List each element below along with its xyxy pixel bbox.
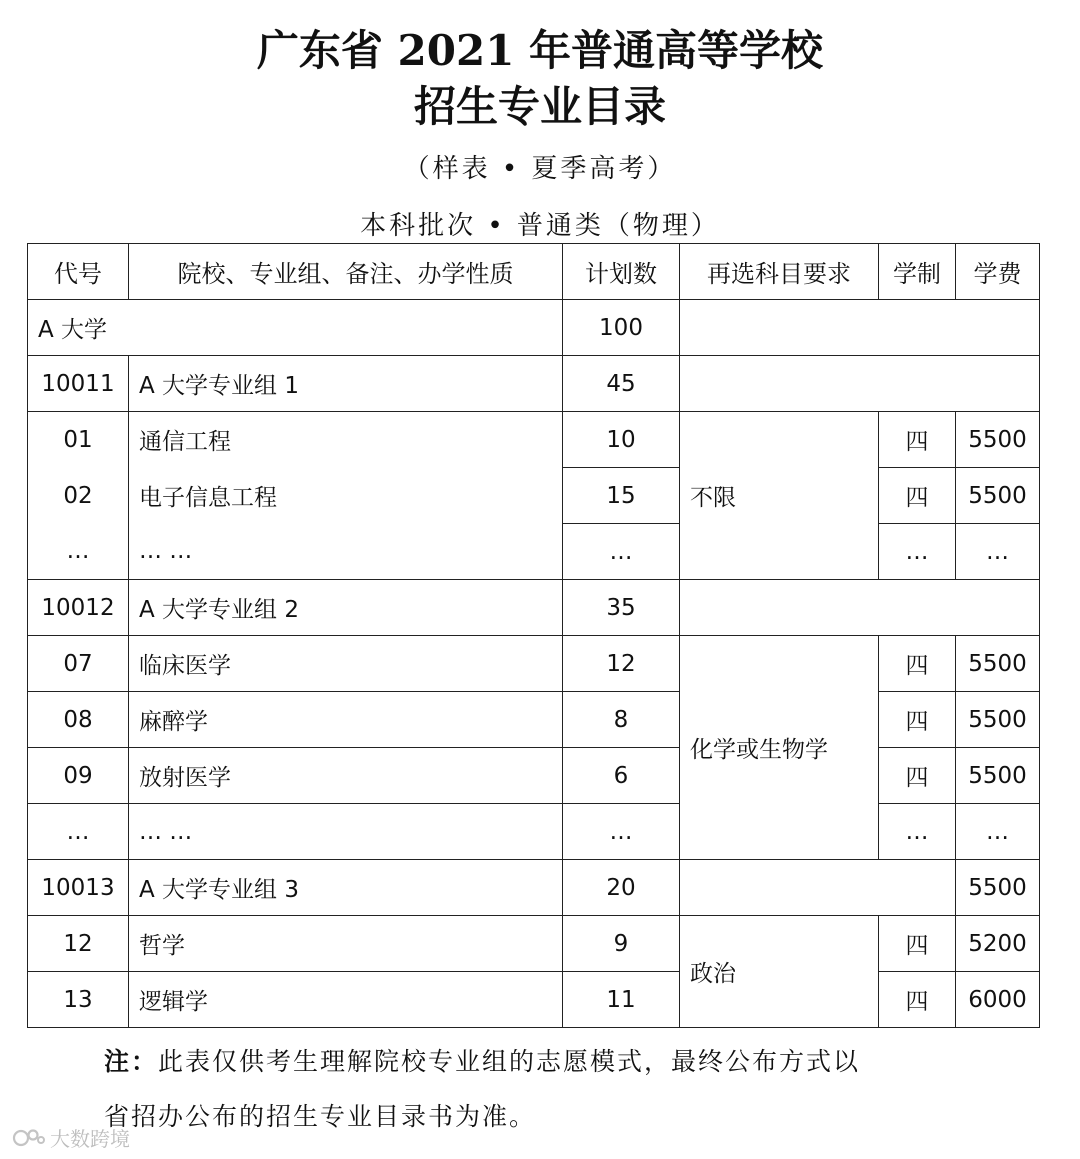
- major-name: 临床医学: [129, 636, 563, 692]
- header-fee: 学费: [956, 244, 1040, 300]
- major-code: 01: [28, 412, 129, 468]
- table-row: [28, 804, 1040, 860]
- major-fee: 5500: [956, 468, 1040, 524]
- major-years: …: [879, 524, 956, 580]
- major-plan: 15: [563, 468, 680, 524]
- major-years: 四: [879, 748, 956, 804]
- major-years: 四: [879, 636, 956, 692]
- major-plan: 9: [563, 916, 680, 972]
- empty-cell: [680, 860, 956, 916]
- header-plan: 计划数: [563, 244, 680, 300]
- major-plan: 12: [563, 636, 680, 692]
- major-fee: 5500: [956, 412, 1040, 468]
- table-header-row: [28, 244, 1040, 300]
- major-name: … …: [129, 804, 563, 860]
- page-title-line2: 招生专业目录: [413, 82, 666, 131]
- major-plan: …: [563, 524, 680, 580]
- major-code: 07: [28, 636, 129, 692]
- header-requirement: 再选科目要求: [680, 244, 879, 300]
- requirement: 政治: [680, 916, 879, 1028]
- watermark-text: 大数跨境: [50, 1127, 130, 1151]
- logo-icon: [12, 1126, 46, 1150]
- major-catalog-table: [27, 243, 1040, 1028]
- requirement: 不限: [680, 412, 879, 580]
- major-years: 四: [879, 468, 956, 524]
- table-row-school: [28, 300, 1040, 356]
- empty-cell: [680, 300, 1040, 356]
- major-code: …: [28, 804, 129, 860]
- major-code: 12: [28, 916, 129, 972]
- group-plan: 45: [563, 356, 680, 412]
- note-label: 注：: [104, 1047, 159, 1076]
- table-row: [28, 636, 1040, 692]
- major-fee: …: [956, 524, 1040, 580]
- note-line2: 省招办公布的招生专业目录书为准。: [104, 1102, 537, 1131]
- group-fee: 5500: [956, 860, 1040, 916]
- school-plan: 100: [563, 300, 680, 356]
- watermark: [12, 1123, 130, 1152]
- table-row: [28, 468, 1040, 524]
- major-code: 13: [28, 972, 129, 1028]
- table-row: [28, 916, 1040, 972]
- major-code: 02: [28, 468, 129, 524]
- major-years: 四: [879, 972, 956, 1028]
- group-code: 10013: [28, 860, 129, 916]
- batch-label: 本科批次 • 普通类（物理）: [360, 211, 720, 241]
- major-code: 09: [28, 748, 129, 804]
- major-name: 麻醉学: [129, 692, 563, 748]
- note-text1: 此表仅供考生理解院校专业组的志愿模式，最终公布方式以: [158, 1047, 861, 1076]
- header-years: 学制: [879, 244, 956, 300]
- major-name: 通信工程: [129, 412, 563, 468]
- empty-cell: [680, 580, 1040, 636]
- major-name: … …: [129, 524, 563, 580]
- note-line1: [104, 1042, 860, 1078]
- table-row-group: [28, 356, 1040, 412]
- empty-cell: [680, 356, 1040, 412]
- header-code: 代号: [28, 244, 129, 300]
- major-fee: 5500: [956, 748, 1040, 804]
- table-row-group: [28, 860, 1040, 916]
- header-school: 院校、专业组、备注、办学性质: [129, 244, 563, 300]
- group-name: A 大学专业组 1: [129, 356, 563, 412]
- major-code: 08: [28, 692, 129, 748]
- major-plan: …: [563, 804, 680, 860]
- major-fee: 5200: [956, 916, 1040, 972]
- major-name: 哲学: [129, 916, 563, 972]
- table-row: [28, 524, 1040, 580]
- major-name: 电子信息工程: [129, 468, 563, 524]
- major-fee: 6000: [956, 972, 1040, 1028]
- major-plan: 8: [563, 692, 680, 748]
- table-row: [28, 692, 1040, 748]
- major-name: 逻辑学: [129, 972, 563, 1028]
- major-fee: 5500: [956, 636, 1040, 692]
- major-years: 四: [879, 412, 956, 468]
- table-row: [28, 972, 1040, 1028]
- page-title-line1: 广东省 2021 年普通高等学校: [256, 26, 824, 75]
- group-plan: 20: [563, 860, 680, 916]
- group-code: 10012: [28, 580, 129, 636]
- major-name: 放射医学: [129, 748, 563, 804]
- group-plan: 35: [563, 580, 680, 636]
- group-name: A 大学专业组 2: [129, 580, 563, 636]
- major-plan: 6: [563, 748, 680, 804]
- major-years: 四: [879, 916, 956, 972]
- requirement: 化学或生物学: [680, 636, 879, 860]
- table-row-group: [28, 580, 1040, 636]
- major-years: 四: [879, 692, 956, 748]
- group-code: 10011: [28, 356, 129, 412]
- major-years: …: [879, 804, 956, 860]
- major-fee: 5500: [956, 692, 1040, 748]
- table-row: [28, 748, 1040, 804]
- major-plan: 11: [563, 972, 680, 1028]
- school-name: A 大学: [28, 300, 563, 356]
- table-row: [28, 412, 1040, 468]
- major-fee: …: [956, 804, 1040, 860]
- major-code: …: [28, 524, 129, 580]
- group-name: A 大学专业组 3: [129, 860, 563, 916]
- major-plan: 10: [563, 412, 680, 468]
- subtitle: （样表 • 夏季高考）: [403, 154, 677, 184]
